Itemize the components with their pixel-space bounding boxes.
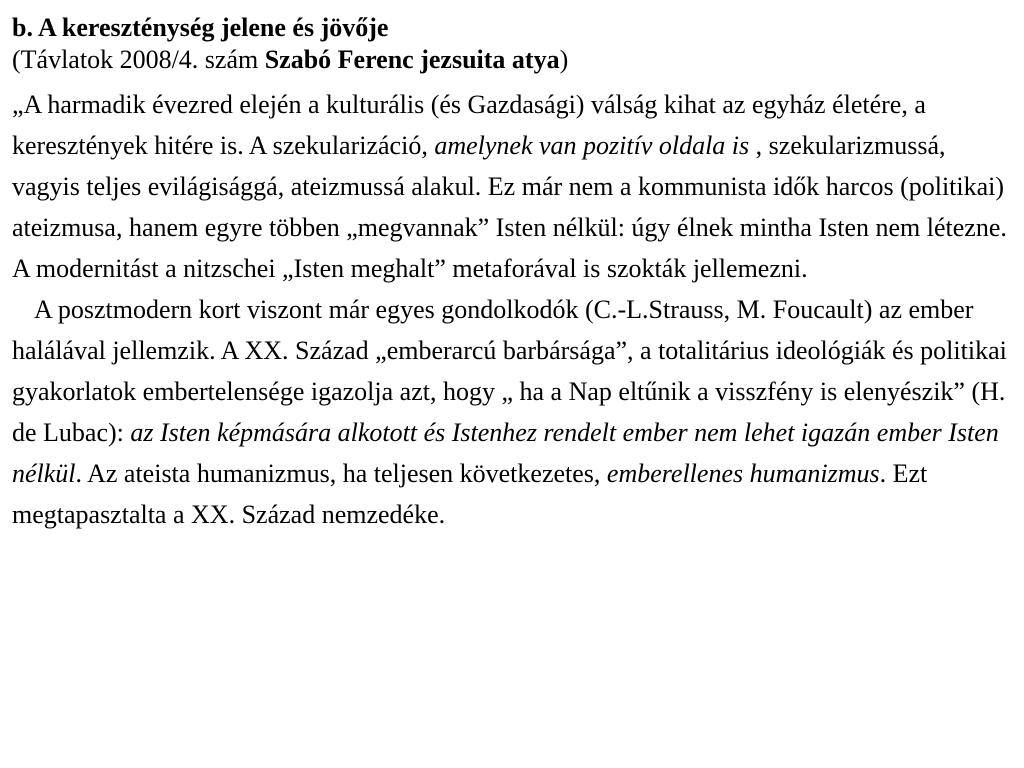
slide-content	[12, 12, 1016, 535]
section-title: b. A kereszténység jelene és jövője	[12, 13, 389, 42]
paragraph2-italic-term: emberellenes humanizmus	[606, 459, 880, 488]
paragraph2-italic-quote: az Isten képmására alkotott és Istenhez rendelt ember nem lehet igazán ember Isten nélkül	[12, 418, 999, 488]
source-reference: (Távlatok 2008/4. szám	[12, 45, 265, 74]
source-close: )	[559, 45, 569, 74]
paragraph1-text-b: , szekularizmussá, vagyis teljes evilágisággá, ateizmussá alakul. Ez már nem a kommunista idők harcos (politikai) ateizmusa, hanem egyre többen „megvannak” Isten nélkül: úgy élnek mintha Isten nem létezne. A modernitást a nitzschei „Isten meghalt” metaforával is szokták jellemezni.	[12, 131, 1007, 283]
paragraph2-text-c: . Ezt megtapasztalta a XX. Század nemzedéke.	[12, 459, 928, 529]
paragraph2-text-a: A posztmodern kort viszont már egyes gondolkodók (C.-L.Strauss, M. Foucault) az ember halálával jellemzik. A XX. Század „emberarcú barbársága”, a totalitárius ideológiák és politikai gyakorlatok embertelensége igazolja azt, hogy „ ha a Nap eltűnik a visszfény is elenyészik” (H. de Lubac):	[12, 295, 1007, 447]
source-citation	[12, 44, 1016, 76]
paragraph1-italic: amelynek van pozitív oldala is	[434, 131, 750, 160]
author-name: Szabó Ferenc jezsuita atya	[264, 45, 560, 74]
paragraph2-text-b: . Az ateista humanizmus, ha teljesen következetes,	[75, 459, 607, 488]
body-text	[12, 84, 1016, 535]
paragraph1-text-a: „A harmadik évezred elején a kulturális (és Gazdasági) válság kihat az egyház életére, a keresztények hitére is. A szekularizáció,	[12, 90, 926, 160]
